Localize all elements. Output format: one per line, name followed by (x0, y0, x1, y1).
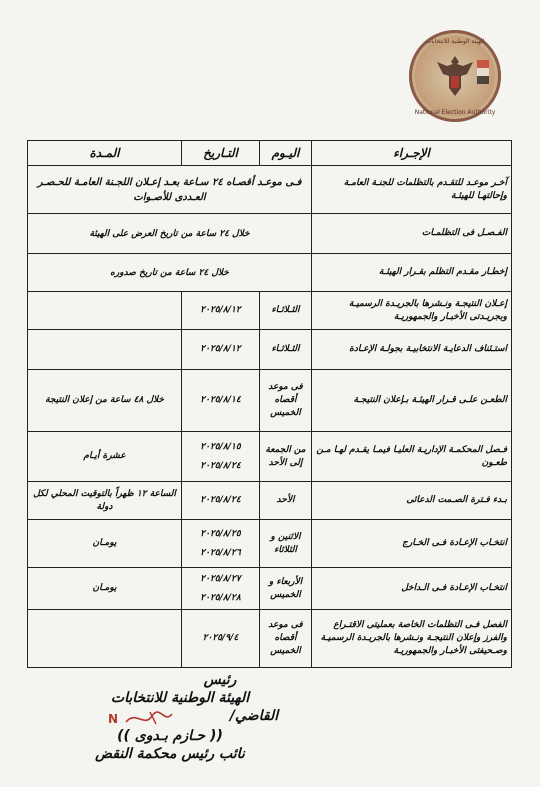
date-cell: ٢٠٢٥/٨/١٢ (182, 292, 260, 330)
election-schedule-table (27, 140, 512, 668)
judge-label: القاضي/ (229, 708, 279, 724)
procedure-cell: إعـلان النتيجـة ونـشرها بالجريـدة الرسميـة وبجريـدتى الأخبـار والجمهوريـة (312, 292, 512, 330)
table-row (28, 214, 512, 254)
day-cell: فى موعد أقصاه الخميس (260, 370, 312, 432)
procedure-cell: إخطـار مقـدم التظلم بقـرار الهيئـة (312, 254, 512, 292)
procedure-cell: فـصل المحكمـة الإداريـة العليـا فيمـا يقـدم لهـا مـن طعـون (312, 432, 512, 482)
date-cell: ٢٠٢٥/٩/٤ (182, 610, 260, 668)
procedure-cell: انتخـاب الإعـادة فـى الـداخل (312, 568, 512, 610)
day-cell: الثـلاثـاء (260, 330, 312, 370)
procedure-cell: انتخـاب الإعـادة فـى الخـارج (312, 520, 512, 568)
table-row (28, 370, 512, 432)
procedure-cell: الطعـن علـى قـرار الهيئـة بـإعلان النتيجـة (312, 370, 512, 432)
table-header-row (28, 141, 512, 166)
day-cell: من الجمعة إلى الأحد (260, 432, 312, 482)
logo-bottom-text: National Election Authority (414, 109, 496, 116)
date-cell: ٢٠٢٥/٨/١٢ (182, 330, 260, 370)
date-cell (182, 520, 260, 568)
duration-cell (28, 330, 182, 370)
procedure-cell: آخـر موعـد للتقـدم بالتظلمات للجنـة العامـة وإحالتهـا للهيئـة (312, 166, 512, 214)
eagle-icon (433, 52, 477, 100)
table-row (28, 610, 512, 668)
duration-cell: الساعة ١٢ ظهراً بالتوقيت المحلي لكل دولة (28, 482, 182, 520)
date-start: ٢٠٢٥/٨/٢٧ (200, 573, 241, 584)
day-cell: الاثنين و الثلاثاء (260, 520, 312, 568)
date-cell (182, 432, 260, 482)
date-start: ٢٠٢٥/٨/٢٥ (200, 528, 241, 539)
date-cell: ٢٠٢٥/٨/٢٤ (182, 482, 260, 520)
procedure-cell: استـئناف الدعايـة الانتخابيـة بجولـة الإعـادة (312, 330, 512, 370)
judge-position: نائب رئيس محكمة النقض (95, 746, 245, 762)
duration-cell: عشرة أيـام (28, 432, 182, 482)
header-procedure: الإجـراء (312, 141, 512, 166)
table-row (28, 166, 512, 214)
day-cell: الأحد (260, 482, 312, 520)
date-cell (182, 568, 260, 610)
table-row (28, 292, 512, 330)
header-duration: المـدة (28, 141, 182, 166)
duration-cell: يومـان (28, 520, 182, 568)
header-date: التـاريخ (182, 141, 260, 166)
judge-name: (( حـازم بـدوى )) (117, 728, 223, 744)
duration-cell: يومـان (28, 568, 182, 610)
duration-cell (28, 610, 182, 668)
signature-title2: الهيئة الوطنية للانتخابات (110, 690, 250, 706)
procedure-cell: الفـصـل فى التظلمـات (312, 214, 512, 254)
flag-icon (477, 60, 489, 84)
duration-cell: خلال ٤٨ ساعة من إعلان النتيجة (28, 370, 182, 432)
table-row (28, 520, 512, 568)
date-cell: ٢٠٢٥/٨/١٤ (182, 370, 260, 432)
signature-mark: N (108, 712, 119, 726)
date-end: ٢٠٢٥/٨/٢٤ (200, 460, 241, 471)
procedure-cell: بـدء فـترة الصـمت الدعائى (312, 482, 512, 520)
day-cell: فى موعد أقصاه الخميس (260, 610, 312, 668)
table-row (28, 432, 512, 482)
day-cell: الأربعاء و الخميس (260, 568, 312, 610)
timing-cell: فـى موعـد أقصـاه ٢٤ سـاعة بعـد إعـلان اللجـنة العامـة للحـصـر العـددى للأصـوات (28, 166, 312, 214)
table-row (28, 568, 512, 610)
logo-top-text: الهيئة الوطنية للانتخابات (425, 38, 485, 45)
table-row (28, 254, 512, 292)
signature-title1: رئيس (203, 672, 237, 688)
national-election-authority-logo (409, 30, 501, 122)
table-row (28, 482, 512, 520)
day-cell: الثـلاثـاء (260, 292, 312, 330)
duration-cell (28, 292, 182, 330)
date-end: ٢٠٢٥/٨/٢٨ (200, 592, 241, 603)
timing-cell: خلال ٢٤ ساعة من تاريخ صدوره (28, 254, 312, 292)
procedure-cell: الفصل فـى التظلمات الخاصة بعمليتى الاقتـراع والفرز وإعلان النتيجـة ونـشرها بالجريـدة الرسميـة وصـحيفتى الأخبـار والجمهوريـة (312, 610, 512, 668)
date-start: ٢٠٢٥/٨/١٥ (200, 441, 241, 452)
table-row (28, 330, 512, 370)
date-end: ٢٠٢٥/٨/٢٦ (200, 547, 241, 558)
header-day: اليـوم (260, 141, 312, 166)
timing-cell: خلال ٢٤ ساعة من تاريخ العرض على الهيئة (28, 214, 312, 254)
